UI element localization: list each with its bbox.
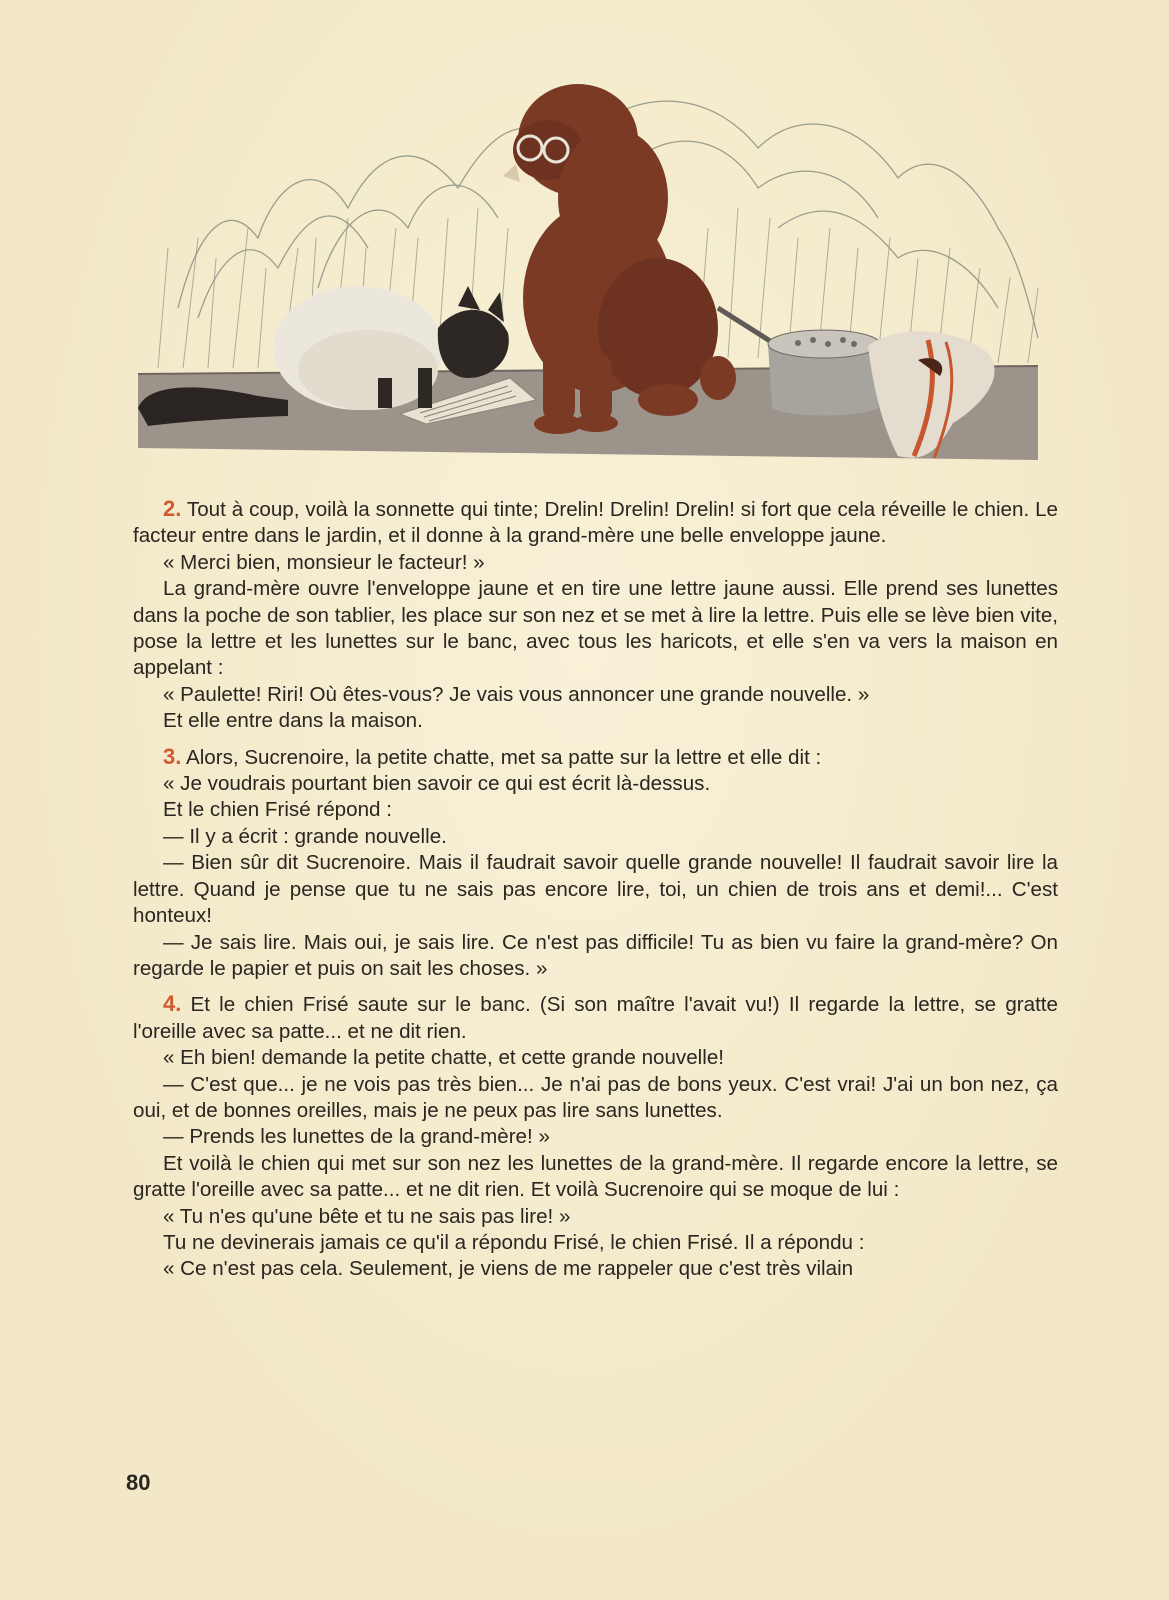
paragraph: « Merci bien, monsieur le facteur! » <box>163 550 485 574</box>
paragraph: — Il y a écrit : grande nouvelle. <box>163 824 447 848</box>
section-number: 4. <box>163 991 182 1017</box>
paragraph: « Tu n'es qu'une bête et tu ne sais pas lire! » <box>163 1204 571 1228</box>
paragraph: Et le chien Frisé répond : <box>163 798 392 822</box>
paragraph: « Eh bien! demande la petite chatte, et cette grande nouvelle! <box>163 1046 724 1070</box>
dog-and-cat-illustration <box>138 78 1062 470</box>
paragraph: Tu ne devinerais jamais ce qu'il a répondu Frisé, le chien Frisé. Il a répondu : <box>163 1230 865 1254</box>
paragraph: 4. Et le chien Frisé saute sur le banc. (Si son maître l'avait vu!) Il regarde la lettre, se gratte l'oreille avec sa patte... et ne dit rien. <box>133 991 1058 1043</box>
paragraph: Et voilà le chien qui met sur son nez les lunettes de la grand-mère. Il regarde encore la lettre, se gratte l'oreille avec sa patte... et ne dit rien. Et voilà Sucrenoire qui se moque de lui : <box>133 1151 1058 1202</box>
paragraph: 2. Tout à coup, voilà la sonnette qui tinte; Drelin! Drelin! Drelin! si fort que cela réveille le chien. Le facteur entre dans le jardin, et il donne à la grand-mère une belle enveloppe jaune. <box>133 496 1058 548</box>
dog-tongue <box>503 164 520 182</box>
paragraph: « Ce n'est pas cela. Seulement, je viens de me rappeler que c'est très vilain <box>163 1257 854 1281</box>
page-number: 80 <box>126 1470 151 1495</box>
paragraph: Et elle entre dans la maison. <box>163 709 423 733</box>
section-number: 2. <box>163 496 182 521</box>
paragraph: — C'est que... je ne vois pas très bien... Je n'ai pas de bons yeux. C'est vrai! J'ai un bon nez, ça oui, et de bonnes oreilles, mais je ne peux pas lire sans lunettes. <box>133 1072 1058 1122</box>
paragraph: — Prends les lunettes de la grand-mère! » <box>163 1125 550 1149</box>
paragraph: « Je voudrais pourtant bien savoir ce qui est écrit là-dessus. <box>163 772 711 796</box>
story-text <box>133 496 1058 1283</box>
paragraph: — Je sais lire. Mais oui, je sais lire. Ce n'est pas difficile! Tu as bien vu faire la grand-mère? On regarde le papier et puis on sait les choses. » <box>133 930 1058 980</box>
section-number: 3. <box>163 743 182 769</box>
paragraph: « Paulette! Riri! Où êtes-vous? Je vais vous annoncer une grande nouvelle. » <box>163 682 870 706</box>
dog <box>513 84 736 434</box>
paragraph: 3. Alors, Sucrenoire, la petite chatte, met sa patte sur la lettre et elle dit : <box>163 743 822 769</box>
paragraph: — Bien sûr dit Sucrenoire. Mais il faudrait savoir quelle grande nouvelle! Il faudrait savoir lire la lettre. Quand je pense que tu ne sais pas encore lire, toi, un chien de trois ans et demi!... C'est honteux! <box>133 851 1058 928</box>
paragraph: La grand-mère ouvre l'enveloppe jaune et en tire une lettre jaune aussi. Elle prend ses lunettes dans la poche de son tablier, les place sur son nez et se met à lire la lettre. Puis elle se lève bien vite, pose la lettre et les lunettes sur le banc, avec tous les haricots, et elle s'en va vers la maison en appelant : <box>133 577 1058 680</box>
